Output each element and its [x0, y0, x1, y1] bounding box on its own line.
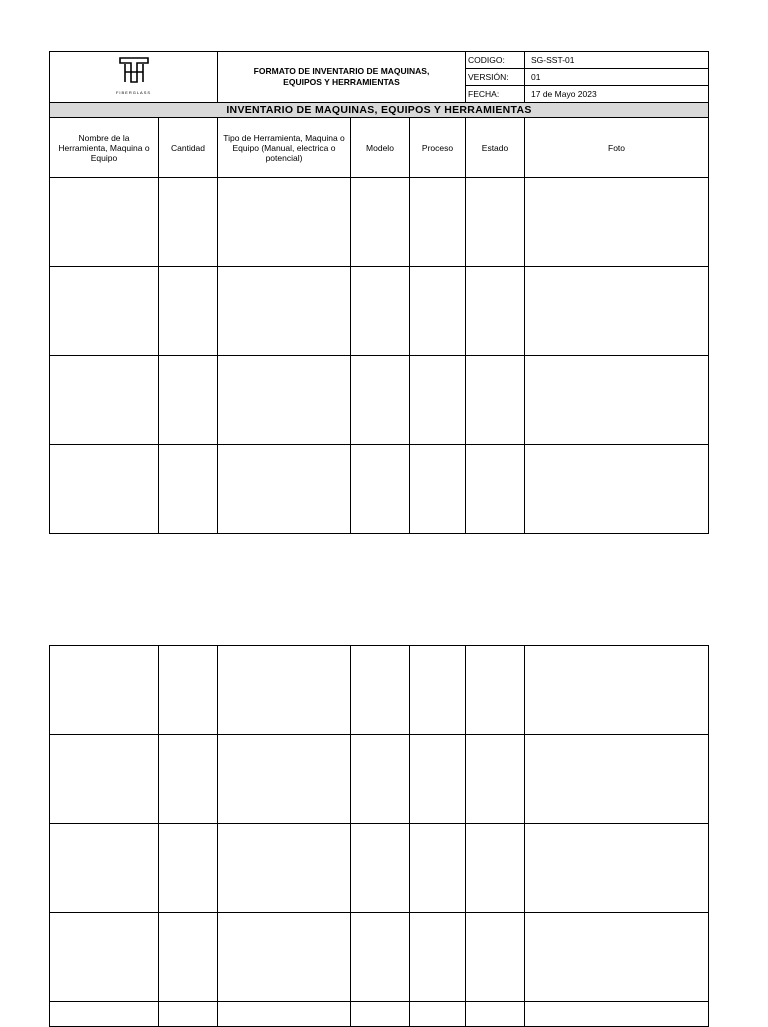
table-cell[interactable] [218, 824, 351, 913]
table-row [50, 267, 709, 356]
table-cell[interactable] [159, 913, 218, 1002]
table-row [50, 1002, 709, 1027]
form-title: FORMATO DE INVENTARIO DE MAQUINAS, EQUIPOS Y HERRAMIENTAS [218, 52, 466, 103]
table-cell[interactable] [351, 356, 410, 445]
table-cell[interactable] [351, 267, 410, 356]
table-row [50, 445, 709, 534]
inventory-form-continuation-table [49, 645, 709, 1027]
table-cell[interactable] [50, 913, 159, 1002]
table-cell[interactable] [410, 178, 466, 267]
table-cell[interactable] [159, 646, 218, 735]
meta-label-fecha: FECHA: [466, 86, 525, 103]
table-cell[interactable] [466, 356, 525, 445]
logo-subtext: FIBERGLASS [115, 89, 152, 95]
table-cell[interactable] [410, 1002, 466, 1027]
table-cell[interactable] [50, 735, 159, 824]
table-cell[interactable] [218, 178, 351, 267]
table-cell[interactable] [50, 356, 159, 445]
table-row [50, 178, 709, 267]
table-cell[interactable] [351, 445, 410, 534]
table-cell[interactable] [159, 178, 218, 267]
table-cell[interactable] [525, 646, 709, 735]
table-cell[interactable] [50, 445, 159, 534]
table-cell[interactable] [159, 445, 218, 534]
table-cell[interactable] [50, 646, 159, 735]
company-logo-cell [50, 52, 218, 103]
table-cell[interactable] [466, 735, 525, 824]
table-cell[interactable] [525, 913, 709, 1002]
table-cell[interactable] [50, 1002, 159, 1027]
meta-label-version: VERSIÓN: [466, 69, 525, 86]
column-header-modelo: Modelo [351, 118, 410, 178]
section-title: INVENTARIO DE MAQUINAS, EQUIPOS Y HERRAMIENTAS [50, 103, 709, 118]
table-cell[interactable] [351, 646, 410, 735]
column-header-cantidad: Cantidad [159, 118, 218, 178]
table-cell[interactable] [159, 356, 218, 445]
table-cell[interactable] [525, 445, 709, 534]
inventory-form-table [49, 51, 709, 534]
table-cell[interactable] [351, 913, 410, 1002]
table-cell[interactable] [410, 646, 466, 735]
table-cell[interactable] [50, 824, 159, 913]
table-cell[interactable] [159, 824, 218, 913]
table-row [50, 356, 709, 445]
table-cell[interactable] [410, 267, 466, 356]
table-cell[interactable] [466, 824, 525, 913]
column-header-nombre: Nombre de la Herramienta, Maquina o Equipo [50, 118, 159, 178]
table-cell[interactable] [218, 646, 351, 735]
table-cell[interactable] [410, 445, 466, 534]
table-cell[interactable] [410, 824, 466, 913]
table-cell[interactable] [525, 178, 709, 267]
column-header-tipo: Tipo de Herramienta, Maquina o Equipo (Manual, electrica o potencial) [218, 118, 351, 178]
th-logo-icon [118, 56, 150, 84]
table-cell[interactable] [218, 1002, 351, 1027]
table-cell[interactable] [525, 267, 709, 356]
meta-value-version: 01 [525, 69, 709, 86]
table-cell[interactable] [50, 178, 159, 267]
meta-value-codigo: SG-SST-01 [525, 52, 709, 69]
table-cell[interactable] [218, 735, 351, 824]
table-cell[interactable] [410, 913, 466, 1002]
table-cell[interactable] [351, 178, 410, 267]
table-row [50, 646, 709, 735]
table-cell[interactable] [525, 824, 709, 913]
meta-label-codigo: CODIGO: [466, 52, 525, 69]
company-logo [116, 56, 151, 95]
table-cell[interactable] [410, 735, 466, 824]
table-row [50, 913, 709, 1002]
table-cell[interactable] [159, 735, 218, 824]
column-header-estado: Estado [466, 118, 525, 178]
table-cell[interactable] [218, 267, 351, 356]
table-cell[interactable] [410, 356, 466, 445]
table-cell[interactable] [159, 1002, 218, 1027]
table-cell[interactable] [466, 646, 525, 735]
column-header-proceso: Proceso [410, 118, 466, 178]
table-cell[interactable] [466, 178, 525, 267]
table-cell[interactable] [525, 735, 709, 824]
table-cell[interactable] [218, 356, 351, 445]
table-cell[interactable] [466, 913, 525, 1002]
table-cell[interactable] [351, 1002, 410, 1027]
table-cell[interactable] [159, 267, 218, 356]
table-row [50, 735, 709, 824]
column-header-foto: Foto [525, 118, 709, 178]
meta-value-fecha: 17 de Mayo 2023 [525, 86, 709, 103]
table-cell[interactable] [466, 267, 525, 356]
table-cell[interactable] [466, 445, 525, 534]
table-row [50, 824, 709, 913]
table-cell[interactable] [218, 445, 351, 534]
table-cell[interactable] [50, 267, 159, 356]
table-cell[interactable] [466, 1002, 525, 1027]
table-cell[interactable] [218, 913, 351, 1002]
table-cell[interactable] [525, 356, 709, 445]
table-cell[interactable] [351, 735, 410, 824]
table-cell[interactable] [351, 824, 410, 913]
table-cell[interactable] [525, 1002, 709, 1027]
